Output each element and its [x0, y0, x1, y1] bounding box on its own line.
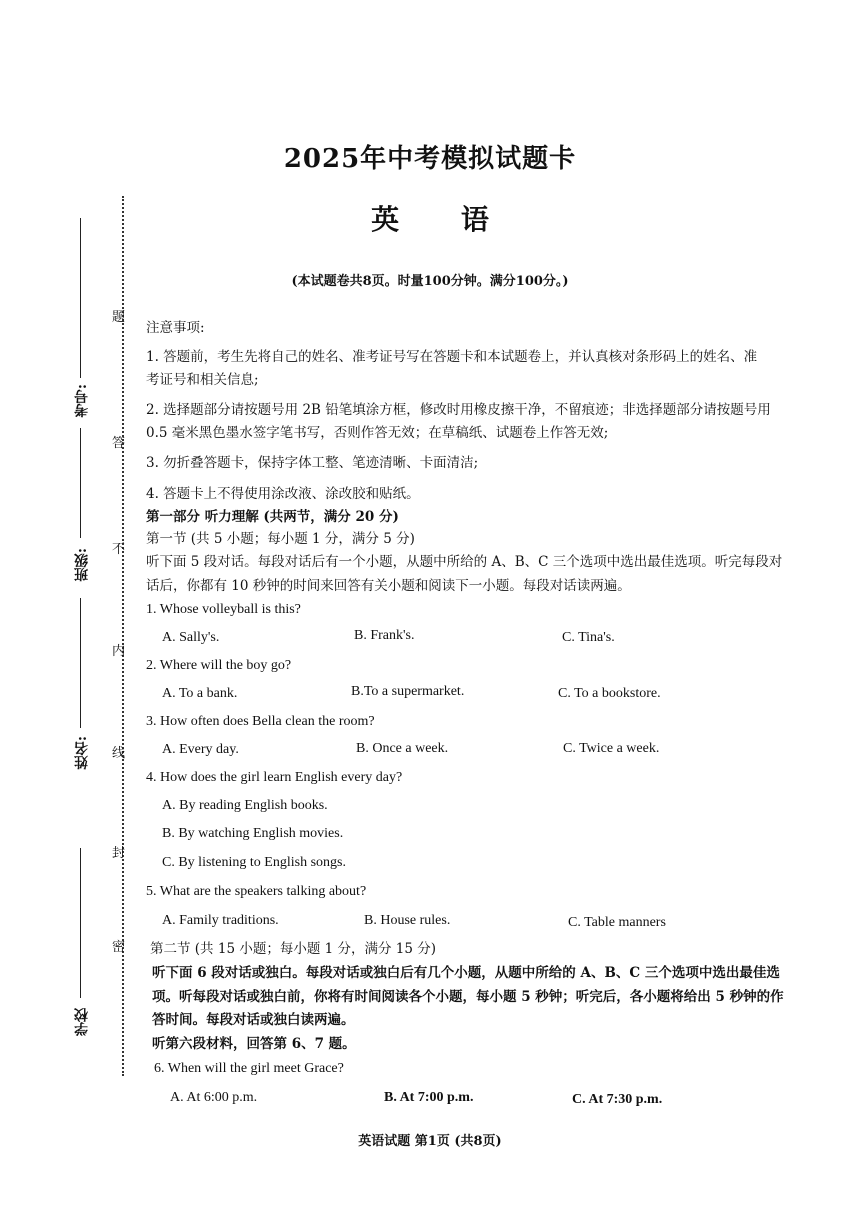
option-c[interactable]: C. Tina's.: [562, 630, 615, 645]
section1-instruction: 话后，你都有 10 秒钟的时间来回答有关小题和阅读下一小题。每段对话读两遍。: [146, 578, 631, 594]
option-b[interactable]: B. Once a week.: [356, 741, 449, 756]
option-b[interactable]: B. By watching English movies.: [162, 826, 344, 841]
option-a[interactable]: A. At 6:00 p.m.: [170, 1090, 258, 1105]
question-stem: 3. How often does Bella clean the room?: [146, 714, 375, 729]
section2-instruction: 项。听每段对话或独白前，你将有时间阅读各个小题，每小题 5 秒钟；听完后，各小题将给出 5 秒钟的作: [152, 989, 784, 1005]
option-b[interactable]: B. House rules.: [364, 913, 451, 928]
subject-title: 英 语: [371, 203, 515, 236]
option-c[interactable]: C. At 7:30 p.m.: [572, 1092, 663, 1107]
seal-char: 封: [112, 846, 126, 861]
option-c[interactable]: C. Table manners: [568, 915, 666, 930]
field-line-exam-number[interactable]: [80, 218, 81, 378]
option-c[interactable]: C. To a bookstore.: [558, 686, 661, 701]
class-label: 班级:: [74, 548, 90, 582]
option-b[interactable]: B. At 7:00 p.m.: [384, 1090, 474, 1105]
school-label: 学校: [74, 1008, 90, 1036]
field-line-school[interactable]: [80, 848, 81, 998]
seal-char: 密: [112, 940, 126, 955]
notice-line: 2. 选择题部分请按题号用 2B 铅笔填涂方框，修改时用橡皮擦干净，不留痕迹；非选择题部分请按题号用: [146, 402, 771, 418]
option-a[interactable]: A. Sally's.: [162, 630, 220, 645]
exam-number-label: 考号:: [74, 384, 90, 418]
seal-char: 线: [112, 746, 126, 761]
section2-title: 第二节 (共 15 小题；每小题 1 分，满分 15 分): [150, 941, 437, 957]
name-label: 姓名:: [74, 736, 90, 770]
part1-title: 第一部分 听力理解 (共两节，满分 20 分): [146, 509, 399, 525]
section2-instruction: 听第六段材料，回答第 6、7 题。: [152, 1036, 356, 1052]
option-c[interactable]: C. By listening to English songs.: [162, 855, 346, 870]
field-line-class[interactable]: [80, 428, 81, 538]
notice-line: 0.5 毫米黑色墨水签字笔书写，否则作答无效；在草稿纸、试题卷上作答无效;: [146, 425, 609, 441]
seal-char: 不: [112, 542, 126, 557]
notice-line: 1. 答题前，考生先将自己的姓名、准考证号写在答题卡和本试题卷上，并认真核对条形码上的姓名、准: [146, 349, 758, 365]
question-stem: 6. When will the girl meet Grace?: [154, 1061, 344, 1076]
exam-title: 2025年中考模拟试题卡: [283, 144, 577, 174]
exam-info: (本试题卷共8页。时量100分钟。满分100分。): [291, 274, 569, 289]
seal-char: 答: [112, 436, 126, 451]
seal-char: 内: [112, 644, 126, 659]
option-a[interactable]: A. By reading English books.: [162, 798, 328, 813]
page-footer: 英语试题 第1页 (共8页): [358, 1134, 502, 1149]
section1-title: 第一节 (共 5 小题；每小题 1 分，满分 5 分): [146, 531, 415, 547]
option-a[interactable]: A. Family traditions.: [162, 913, 279, 928]
option-a[interactable]: A. To a bank.: [162, 686, 238, 701]
option-c[interactable]: C. Twice a week.: [563, 741, 660, 756]
notice-title: 注意事项:: [146, 320, 205, 336]
section1-instruction: 听下面 5 段对话。每段对话后有一个小题，从题中所给的 A、B、C 三个选项中选出最佳选项。听完每段对: [146, 554, 783, 570]
notice-line: 4. 答题卡上不得使用涂改液、涂改胶和贴纸。: [146, 486, 420, 502]
question-stem: 1. Whose volleyball is this?: [146, 602, 301, 617]
section2-instruction: 答时间。每段对话或独白读两遍。: [152, 1012, 355, 1028]
seal-char: 题: [112, 310, 126, 325]
section2-instruction: 听下面 6 段对话或独白。每段对话或独白后有几个小题，从题中所给的 A、B、C 三个选项中选出最佳选: [152, 965, 780, 981]
option-b[interactable]: B.To a supermarket.: [351, 684, 465, 699]
field-line-name[interactable]: [80, 598, 81, 728]
notice-line: 3. 勿折叠答题卡，保持字体工整、笔迹清晰、卡面清洁;: [146, 455, 479, 471]
question-stem: 4. How does the girl learn English every day?: [146, 770, 403, 785]
question-stem: 5. What are the speakers talking about?: [146, 884, 367, 899]
option-a[interactable]: A. Every day.: [162, 742, 239, 757]
option-b[interactable]: B. Frank's.: [354, 628, 415, 643]
question-stem: 2. Where will the boy go?: [146, 658, 292, 673]
notice-line: 考证号和相关信息;: [146, 372, 259, 388]
